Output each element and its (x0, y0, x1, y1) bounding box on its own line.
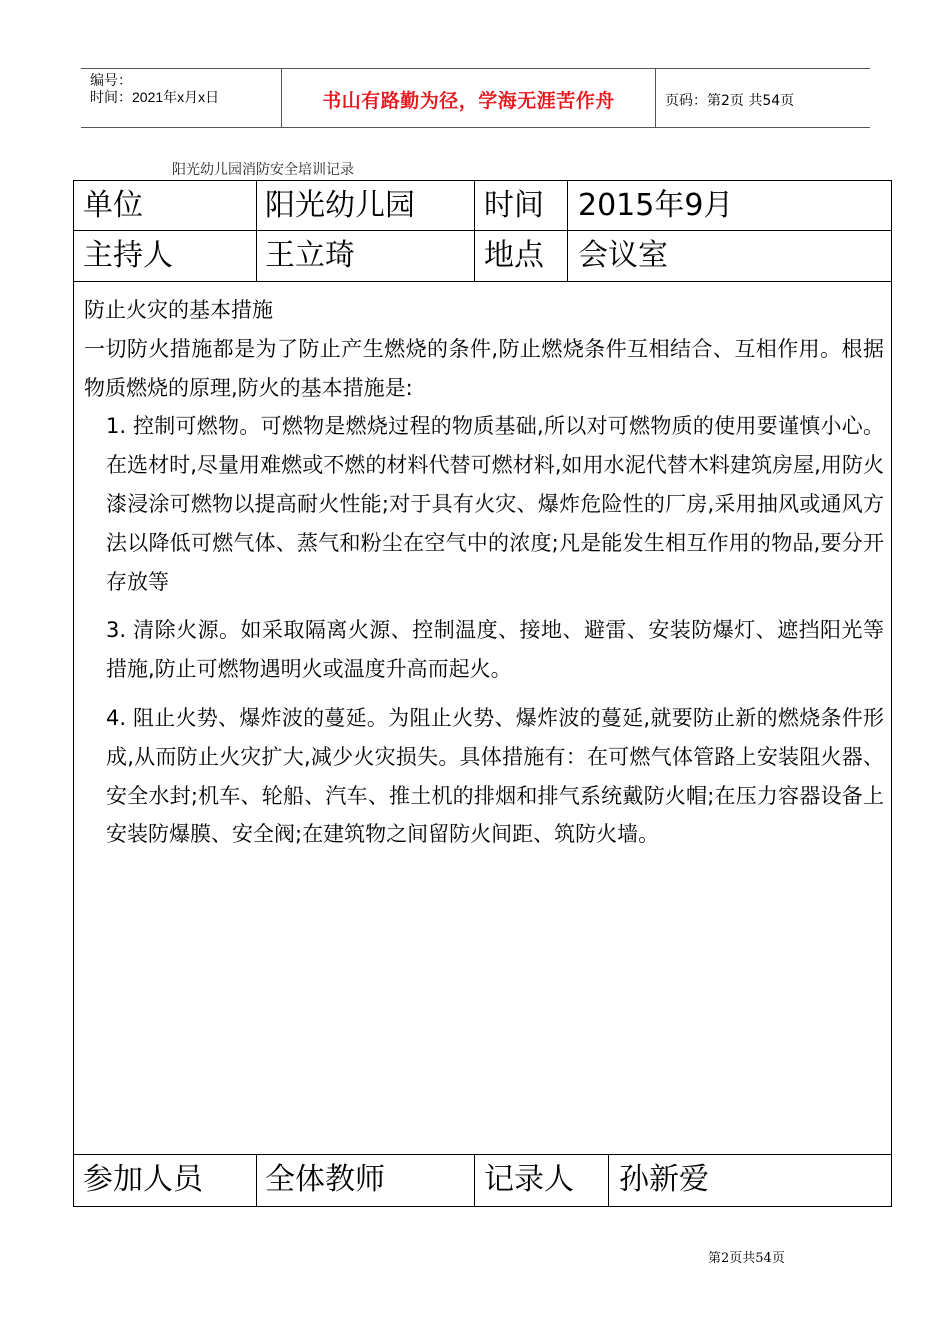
col-divider-5 (474, 1154, 475, 1206)
training-record-form (73, 180, 892, 1207)
participants-label: 参加人员 (83, 1162, 203, 1197)
time-value: 2015年9月 (578, 188, 734, 223)
place-label: 地点 (484, 238, 544, 273)
header-page-label: 页码：第2页 共54页 (665, 93, 795, 109)
page-header (81, 68, 870, 128)
col-divider-1 (256, 181, 257, 281)
training-content (84, 291, 884, 854)
header-date-label: 时间：2021年x月x日 (90, 89, 220, 105)
row-divider-2 (74, 281, 891, 282)
content-item-4: 4. 阻止火势、爆炸波的蔓延。为阻止火势、爆炸波的蔓延,就要防止新的燃烧条件形成,从而防止火灾扩大,减少火灾损失。具体措施有：在可燃气体管路上安装阻火器、安全水封;机车、轮船、汽车、推土机的排烟和排气系统戴防火帽;在压力容器设备上安装防爆膜、安全阀;在建筑物之间留防火间距、筑防火墙。 (106, 705, 884, 847)
header-divider-right (655, 69, 656, 127)
col-divider-2 (474, 181, 475, 281)
content-intro: 一切防火措施都是为了防止产生燃烧的条件,防止燃烧条件互相结合、互相作用。根据物质燃烧的原理,防火的基本措施是: (84, 336, 884, 400)
header-motto: 书山有路勤为径，学海无涯苦作舟 (322, 90, 615, 112)
unit-label: 单位 (83, 188, 143, 223)
recorder-value: 孙新爱 (619, 1162, 709, 1197)
header-meta (90, 72, 219, 106)
content-item-3: 3. 清除火源。如采取隔离火源、控制温度、接地、避雷、安装防爆灯、遮挡阳光等措施,防止可燃物遇明火或温度升高而起火。 (106, 618, 884, 682)
col-divider-6 (608, 1154, 609, 1206)
unit-value: 阳光幼儿园 (265, 188, 415, 223)
content-heading: 防止火灾的基本措施 (84, 298, 273, 322)
content-item-1: 1. 控制可燃物。可燃物是燃烧过程的物质基础,所以对可燃物质的使用要谨慎小心。在选材时,尽量用难燃或不燃的材料代替可燃材料,如用水泥代替木料建筑房屋,用防火漆浸涂可燃物以提高耐火性能;对于具有火灾、爆炸危险性的厂房,采用抽风或通风方法以降低可燃气体、蒸气和粉尘在空气中的浓度;凡是能发生相互作用的物品,要分开存放等 (106, 414, 884, 594)
col-divider-3 (567, 181, 568, 281)
document-title: 阳光幼儿园消防安全培训记录 (172, 162, 354, 178)
place-value: 会议室 (578, 238, 668, 273)
col-divider-4 (256, 1154, 257, 1206)
participants-value: 全体教师 (265, 1162, 385, 1197)
row-divider-1 (74, 230, 891, 231)
header-number-label: 编号： (90, 72, 132, 88)
time-label: 时间 (484, 188, 544, 223)
page-footer: 第2页共54页 (708, 1251, 785, 1266)
host-value: 王立琦 (265, 238, 355, 273)
host-label: 主持人 (83, 238, 173, 273)
recorder-label: 记录人 (484, 1162, 574, 1197)
